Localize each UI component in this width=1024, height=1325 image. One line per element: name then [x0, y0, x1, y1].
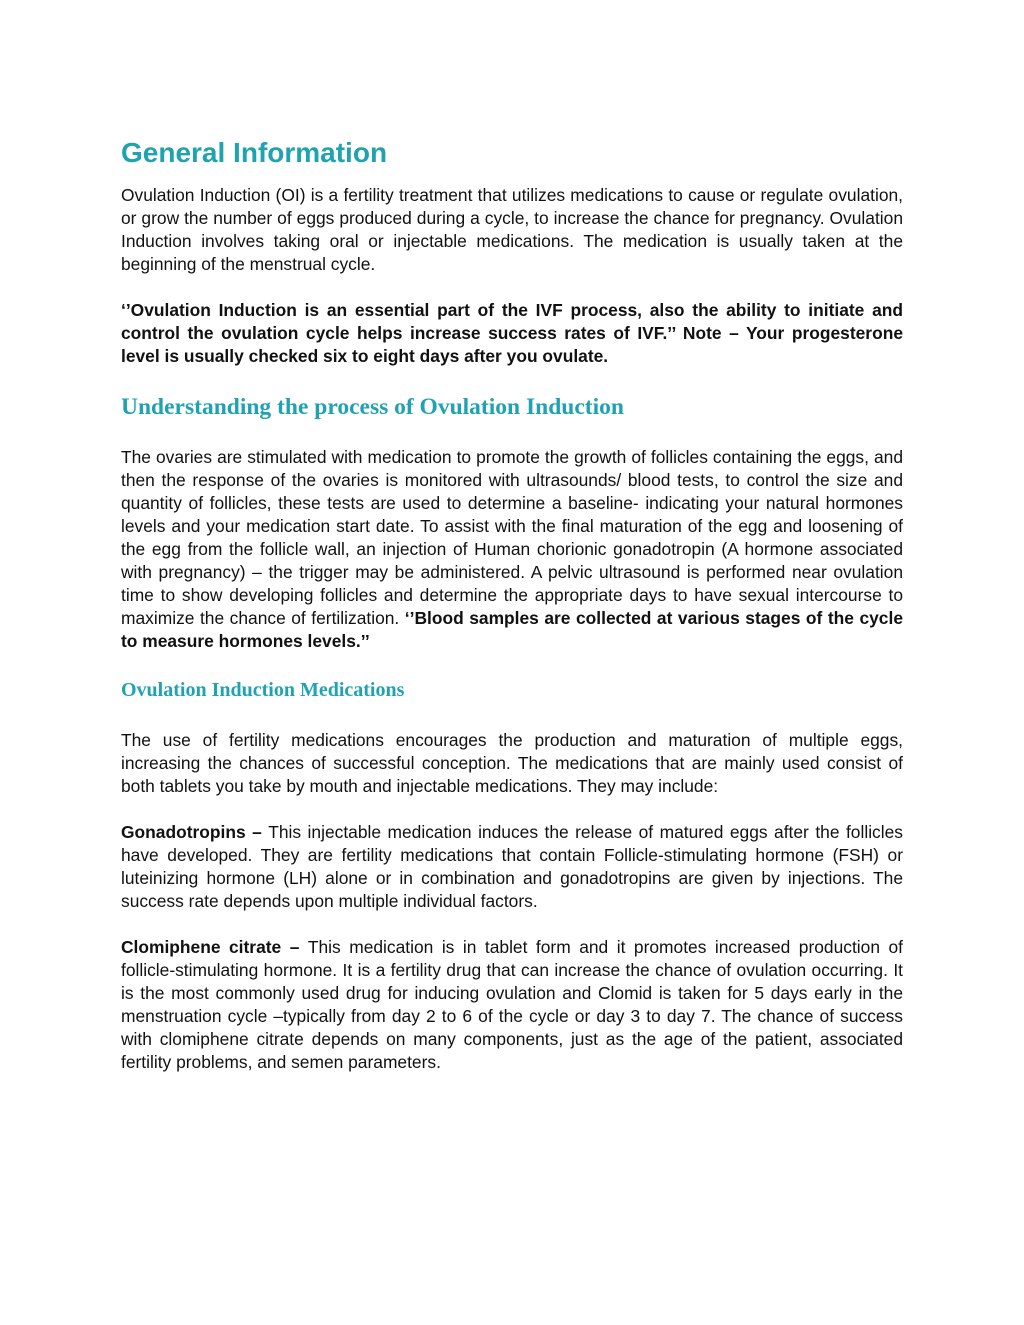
process-paragraph: [121, 446, 903, 653]
medications-intro-paragraph: The use of fertility medications encourages the production and maturation of multiple eggs, increasing the chances of successful conception. The medications that are mainly used consist of both tablets you take by mouth and injectable medications. They may include:: [121, 730, 903, 796]
ivf-quote-text: ‘’Ovulation Induction is an essential part of the IVF process, also the ability to initiate and control the ovulation cycle helps increase success rates of IVF.’’ Note – Your progesterone level is usually checked six to eight days after you ovulate.: [121, 300, 903, 366]
general-information-heading: General Information: [121, 137, 388, 168]
clomiphene-text: This medication is in tablet form and it promotes increased production of follicle-stimulating hormone. It is a fertility drug that can increase the chance of ovulation occurring. It is the most commonly used drug for inducing ovulation and Clomid is taken for 5 days early in the menstruation cycle –typically from day 2 to 6 of the cycle or day 3 to day 7. The chance of success with clomiphene citrate depends on many components, just as the age of the patient, associated fertility problems, and semen parameters.: [121, 937, 903, 1072]
medications-heading: Ovulation Induction Medications: [121, 679, 405, 701]
gonadotropins-text: This injectable medication induces the release of matured eggs after the follicles have developed. They are fertility medications that contain Follicle-stimulating hormone (FSH) or luteinizing hormone (LH) alone or in combination and gonadotropins are given by injections. The success rate depends upon multiple individual factors.: [121, 822, 903, 911]
document-page: [121, 134, 903, 1074]
gonadotropins-term: Gonadotropins –: [121, 822, 269, 842]
gonadotropins-paragraph: [121, 821, 903, 913]
process-bold-quote: ‘’Blood samples are collected at various stages of the cycle to measure hormones levels.’’: [121, 608, 903, 651]
medications-heading-wrap: [121, 676, 903, 704]
process-heading-wrap: [121, 392, 903, 422]
general-intro-paragraph: Ovulation Induction (OI) is a fertility treatment that utilizes medications to cause or regulate ovulation, or grow the number of eggs produced during a cycle, to increase the chance for pregnancy. Ovulation Induction involves taking oral or injectable medications. The medication is usually taken at the beginning of the menstrual cycle.: [121, 185, 903, 274]
process-body-text: The ovaries are stimulated with medication to promote the growth of follicles containing the eggs, and then the response of the ovaries is monitored with ultrasounds/ blood tests, to control the size and quantity of follicles, these tests are used to determine a baseline- indicating your natural hormones levels and your medication start date. To assist with the final maturation of the egg and loosening of the egg from the follicle wall, an injection of Human chorionic gonadotropin (A hormone associated with pregnancy) – the trigger may be administered. A pelvic ultrasound is performed near ovulation time to show developing follicles and determine the appropriate days to have sexual intercourse to maximize the chance of fertilization.: [121, 447, 903, 628]
process-heading: Understanding the process of Ovulation Induction: [121, 394, 624, 420]
ivf-quote-paragraph: [121, 299, 903, 368]
clomiphene-term: Clomiphene citrate –: [121, 937, 308, 957]
clomiphene-paragraph: [121, 936, 903, 1074]
